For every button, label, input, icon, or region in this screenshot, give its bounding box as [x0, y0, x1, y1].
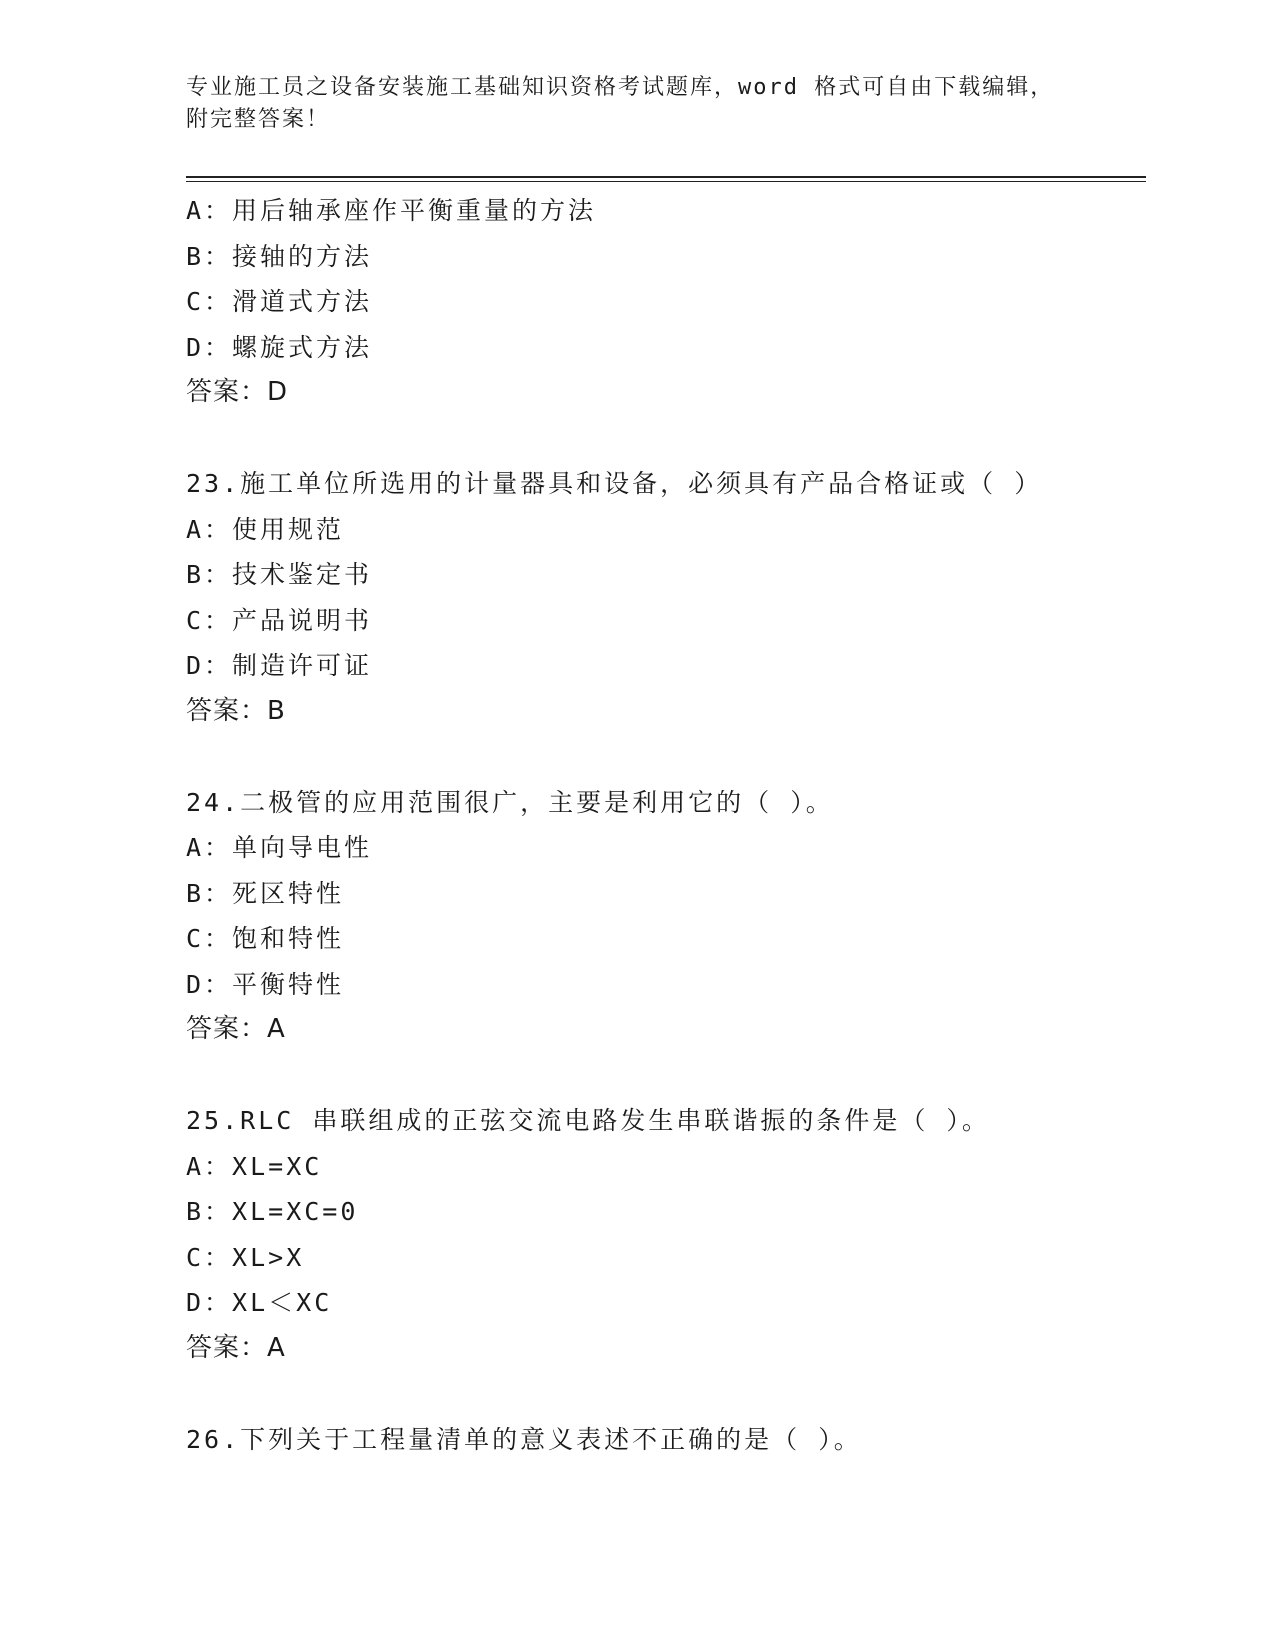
header-line-1: 专业施工员之设备安装施工基础知识资格考试题库，word 格式可自由下载编辑，: [186, 75, 1055, 100]
header-rule-thick: [186, 176, 1146, 178]
spacer: [186, 1053, 1146, 1099]
option-c: C：产品说明书: [186, 605, 373, 635]
question-25-block: [186, 1098, 1146, 1371]
question-23-block: [186, 461, 1146, 734]
question-24-block: [186, 780, 1146, 1053]
answer-text: 答案：B: [186, 695, 286, 726]
option-a: A：单向导电性: [186, 833, 373, 862]
option-a: A：使用规范: [186, 514, 345, 544]
question-text: 25.RLC 串联组成的正弦交流电路发生串联谐振的条件是（ ）。: [186, 1106, 990, 1135]
option-c: C：XL>X: [186, 1242, 305, 1272]
option-c: C：滑道式方法: [186, 287, 373, 316]
question-text: 24.二极管的应用范围很广，主要是利用它的（ ）。: [186, 787, 834, 817]
option-b: B：死区特性: [186, 878, 345, 908]
question-list: [186, 188, 1146, 1462]
option-b: B：技术鉴定书: [186, 560, 373, 589]
answer-text: 答案：A: [186, 1014, 286, 1044]
answer-text: 答案：A: [186, 1332, 286, 1363]
question-26-block: [186, 1417, 1146, 1463]
option-a: A：用后轴承座作平衡重量的方法: [186, 196, 597, 225]
header-line-2: 附完整答案！: [186, 107, 331, 132]
question-text: 26.下列关于工程量清单的意义表述不正确的是（ ）。: [186, 1424, 862, 1454]
option-c: C：饱和特性: [186, 924, 345, 953]
question-22-block: [186, 188, 1146, 416]
spacer: [186, 1371, 1146, 1417]
option-d: D：XL＜XC: [186, 1288, 333, 1317]
spacer: [186, 416, 1146, 462]
option-b: B：接轴的方法: [186, 241, 373, 271]
option-d: D：制造许可证: [186, 651, 373, 680]
option-d: D：平衡特性: [186, 969, 345, 999]
option-d: D：螺旋式方法: [186, 332, 373, 362]
option-a: A：XL=XC: [186, 1151, 323, 1181]
question-text: 23.施工单位所选用的计量器具和设备，必须具有产品合格证或（ ）: [186, 469, 1043, 498]
spacer: [186, 734, 1146, 780]
option-b: B：XL=XC=0: [186, 1197, 359, 1226]
header-rule-thin: [186, 181, 1146, 182]
answer-text: 答案：D: [186, 377, 289, 407]
document-header: [186, 72, 1066, 136]
